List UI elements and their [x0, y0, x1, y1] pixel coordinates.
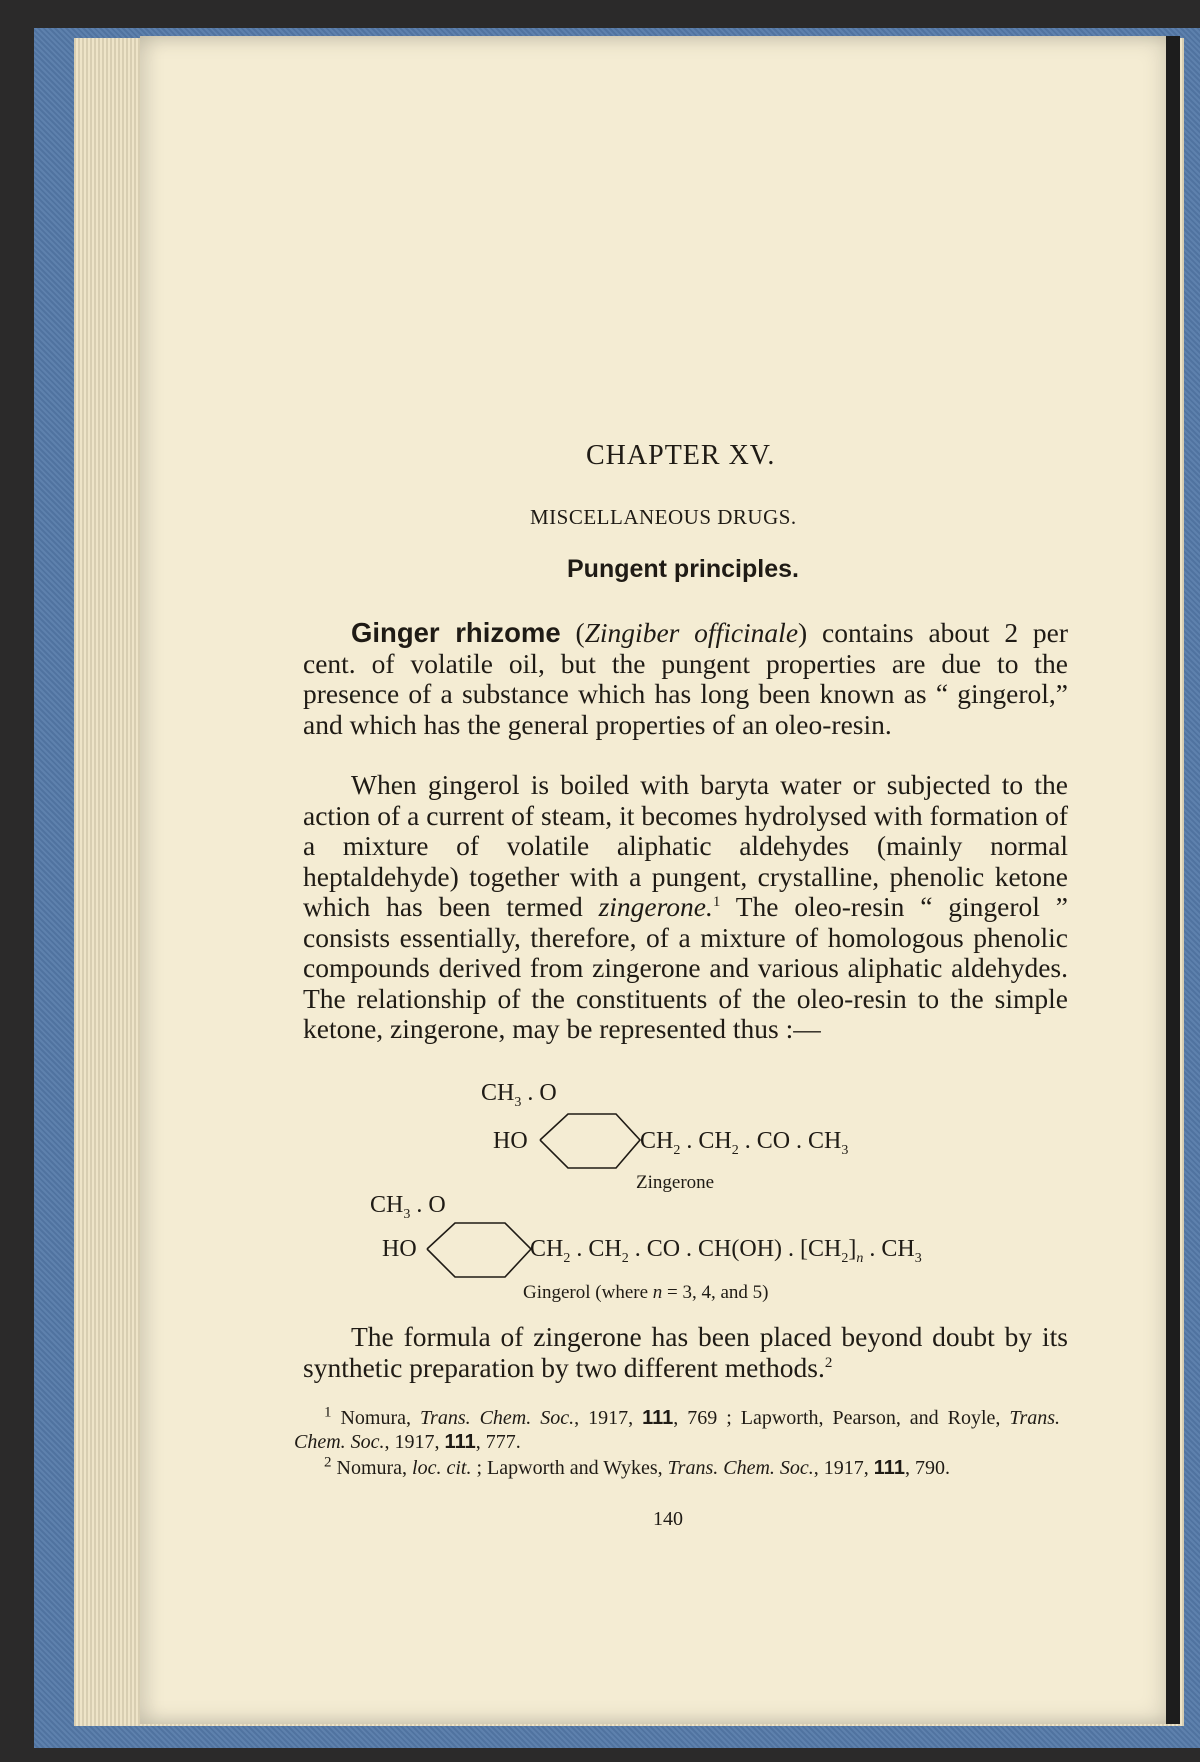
gingerol-chain: $CH_2$ . $CH_2$ . CO . CH(OH) . $[CH_2]_n$ . $CH_3$	[530, 1236, 922, 1266]
paragraph-ginger	[303, 618, 1068, 740]
paren-open: (	[575, 617, 585, 648]
paragraph-gingerol	[303, 770, 1068, 1045]
zingerone-hydroxy: HO	[493, 1128, 528, 1154]
footnote-2: $^2$ Nomura, loc. cit. ; Lapworth and Wykes, Trans. Chem. Soc., 1917, 111, 790.	[324, 1454, 950, 1479]
gingerol-benzene-ring	[425, 1221, 533, 1279]
zingerone-benzene-ring	[538, 1112, 642, 1170]
gingerol-caption: Gingerol (where n = 3, 4, and 5)	[523, 1282, 769, 1303]
book-spine	[1166, 36, 1180, 1724]
footnote-ref-2: 2	[824, 1354, 833, 1371]
zingerone-caption: Zingerone	[636, 1172, 715, 1193]
paragraph-formula	[303, 1322, 1068, 1383]
footnote-1: $^1$ Nomura, Trans. Chem. Soc., 1917, 111, 769 ; Lapworth, Pearson, and Royle, Trans. Chem. Soc., 1917, 111, 777.	[294, 1404, 1061, 1453]
latin-name: Zingiber officinale	[584, 617, 799, 648]
paragraph-formula-text: The formula of zingerone has been placed beyond doubt by its synthetic preparation by two different methods.	[303, 1321, 1068, 1383]
zingerone-term: zingerone.	[598, 891, 713, 922]
ginger-rhizome-term: Ginger rhizome	[351, 617, 561, 648]
page-number: 140	[653, 1508, 683, 1530]
paragraph-ginger-text: ) contains about 2 per cent. of volatile oil, but the pungent properties are due to the presence of a substance which has long been known as “ gingerol,” and which has the general properties of an oleo-resin.	[303, 617, 1069, 740]
section-heading: Pungent principles.	[567, 555, 799, 583]
paragraph-gingerol-text-b: The oleo-resin “ gingerol ” consists essentially, therefore, of a mixture of homologous phenolic compounds derived from zingerone and various aliphatic aldehydes. The relationship of the constituents of the oleo-resin to the simple ketone, zingerone, may be represented thus :—	[303, 891, 1068, 1044]
chapter-title: CHAPTER XV.	[586, 440, 776, 471]
gingerol-hydroxy: HO	[382, 1236, 417, 1262]
zingerone-chain: $CH_2$ . $CH_2$ . CO . $CH_3$	[640, 1128, 849, 1158]
chapter-subtitle: MISCELLANEOUS DRUGS.	[530, 505, 797, 529]
zingerone-methoxy: $CH_3$ . O	[481, 1080, 557, 1110]
footnote-ref-1: 1	[712, 893, 721, 910]
paragraph-gingerol-text-a: When gingerol is boiled with baryta water or subjected to the action of a current of steam, it becomes hydrolysed with formation of a mixture of volatile aliphatic aldehydes (mainly normal heptaldehyde) together with a pungent, crystalline, phenolic ketone which has been termed	[303, 769, 1068, 922]
gingerol-methoxy: $CH_3$ . O	[370, 1192, 446, 1222]
